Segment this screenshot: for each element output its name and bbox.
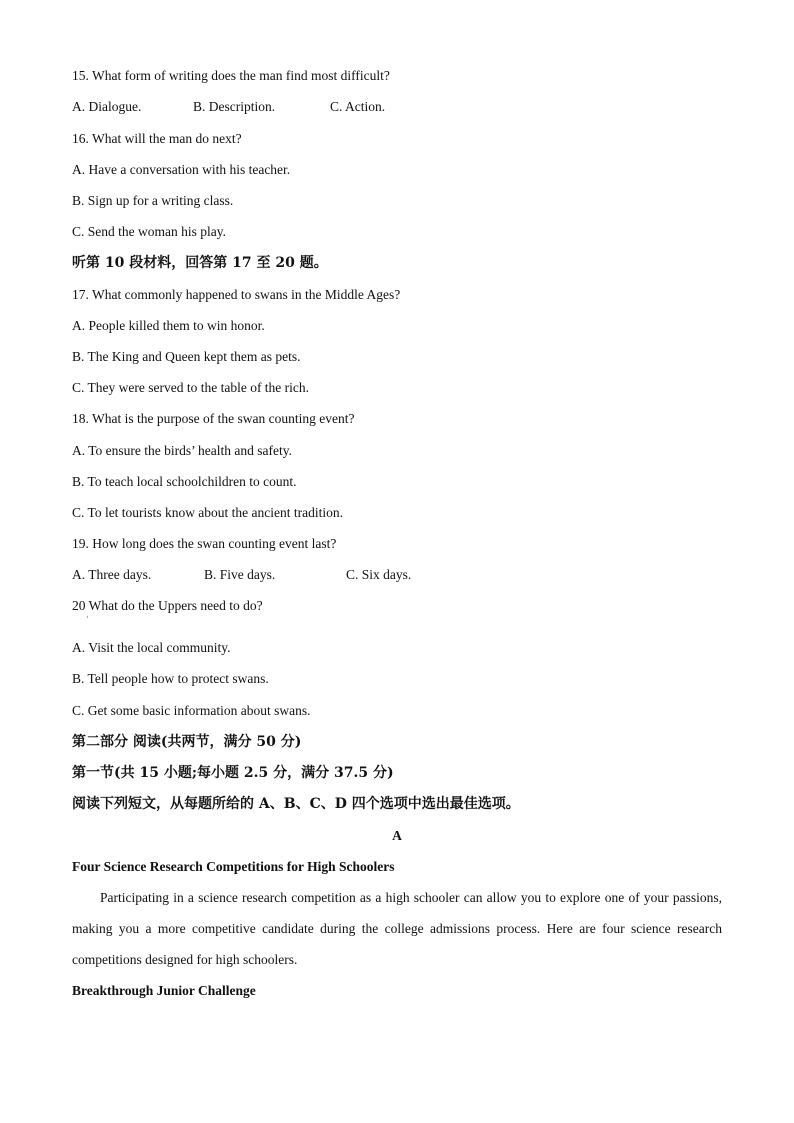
question-16-option-b: B. Sign up for a writing class. — [72, 193, 234, 208]
question-18-option-b: B. To teach local schoolchildren to count. — [72, 474, 297, 489]
option-c: C. Six days. — [346, 567, 412, 582]
question-18: 18. What is the purpose of the swan counting event? — [72, 411, 355, 426]
passage-paragraph-text: Participating in a science research competition as a high schooler can allow you to explore one of your passions, making you a more competitive candidate during the college admissions process. Here are four science research competitions designed for high schoolers. — [72, 890, 722, 967]
question-16-option-a: A. Have a conversation with his teacher. — [72, 162, 291, 177]
stray-dot-mark: · — [86, 613, 89, 622]
passage-paragraph — [72, 882, 722, 975]
option-a: A. Three days. — [72, 567, 152, 582]
passage-subheading: Breakthrough Junior Challenge — [72, 983, 256, 998]
question-16-option-c: C. Send the woman his play. — [72, 224, 226, 239]
question-17-option-a: A. People killed them to win honor. — [72, 318, 265, 333]
question-20: 20 What do the Uppers need to do? — [72, 598, 263, 613]
question-16: 16. What will the man do next? — [72, 131, 242, 146]
question-20-option-a: A. Visit the local community. — [72, 640, 231, 655]
option-a: A. Dialogue. — [72, 99, 142, 114]
section-1-heading: 第一节(共 15 小题;每小题 2.5 分，满分 37.5 分) — [72, 765, 394, 781]
question-18-option-c: C. To let tourists know about the ancient tradition. — [72, 505, 344, 520]
reading-instruction: 阅读下列短文，从每题所给的 A、B、C、D 四个选项中选出最佳选项。 — [72, 796, 520, 812]
question-15: 15. What form of writing does the man find most difficult? — [72, 68, 390, 83]
question-19: 19. How long does the swan counting event last? — [72, 536, 337, 551]
question-17-option-c: C. They were served to the table of the rich. — [72, 380, 310, 395]
section-10-heading: 听第 10 段材料，回答第 17 至 20 题。 — [72, 255, 328, 271]
question-18-option-a: A. To ensure the birds’ health and safety. — [72, 443, 292, 458]
question-17-option-b: B. The King and Queen kept them as pets. — [72, 349, 301, 364]
question-20-option-b: B. Tell people how to protect swans. — [72, 671, 269, 686]
option-c: C. Action. — [330, 99, 386, 114]
passage-letter: A — [392, 828, 402, 843]
option-b: B. Five days. — [204, 567, 276, 582]
passage-title: Four Science Research Competitions for High Schoolers — [72, 859, 395, 874]
question-20-option-c: C. Get some basic information about swans. — [72, 703, 311, 718]
option-b: B. Description. — [193, 99, 276, 114]
part-2-heading: 第二部分 阅读(共两节，满分 50 分) — [72, 734, 302, 750]
question-17: 17. What commonly happened to swans in the Middle Ages? — [72, 287, 401, 302]
